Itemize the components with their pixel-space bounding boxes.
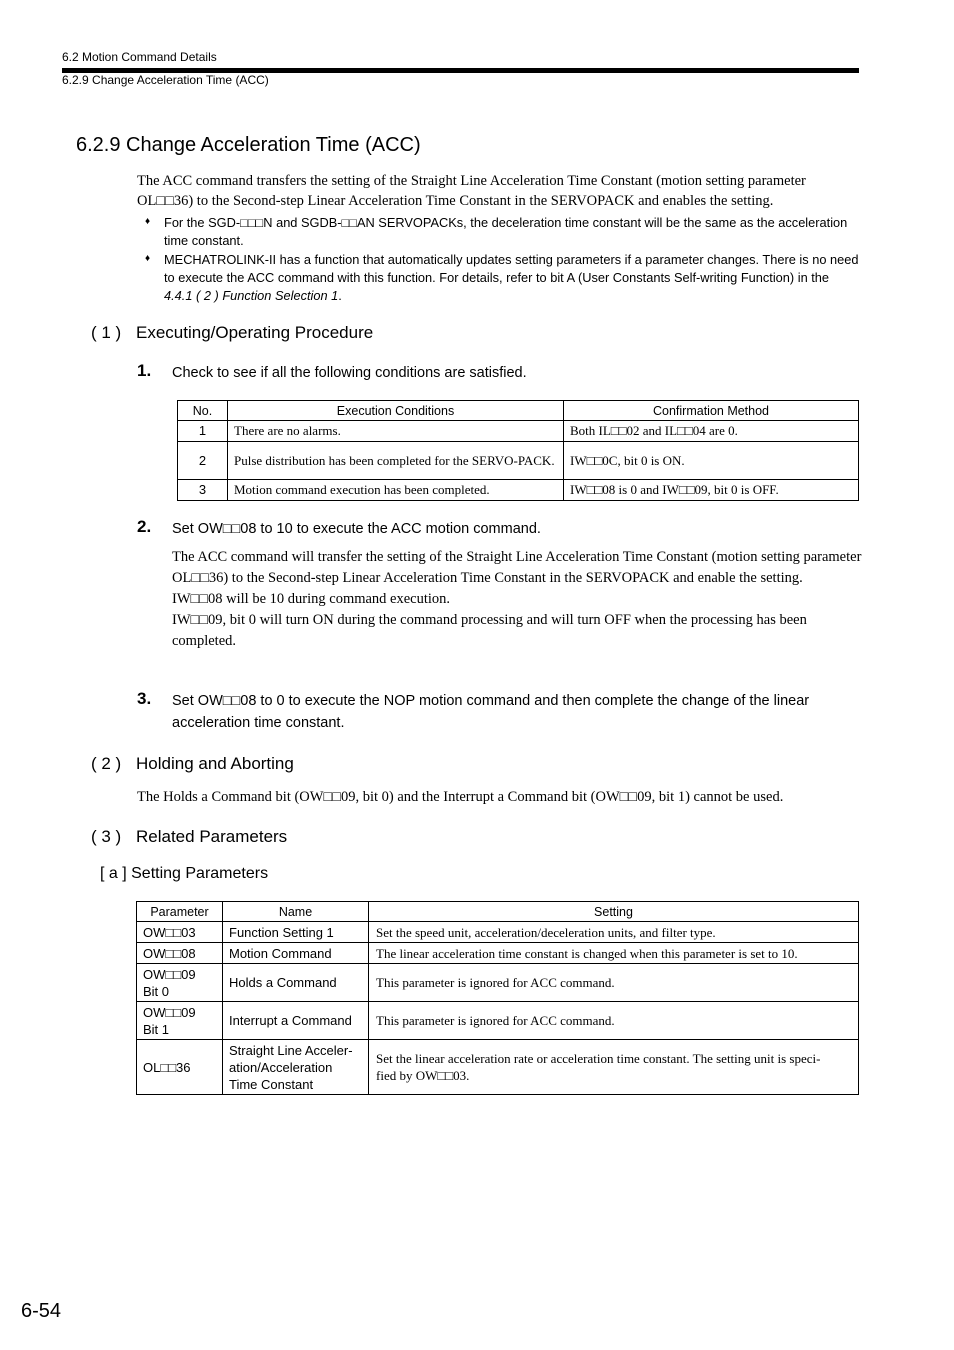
table-cell: IW□□0C, bit 0 is ON. <box>564 442 859 480</box>
table-row <box>137 1002 859 1040</box>
table-cell: OW□□08 <box>137 943 223 964</box>
table-row <box>137 922 859 943</box>
table-cell: OL□□36 <box>137 1040 223 1095</box>
intro-line-2: OL□□36) to the Second-step Linear Acceleration Time Constant in the SERVOPACK and enables the setting. <box>137 193 774 209</box>
step-1-number: 1. <box>137 361 152 380</box>
table-cell: Both IL□□02 and IL□□04 are 0. <box>564 421 859 442</box>
setting-parameters-table <box>136 901 859 1095</box>
table-cell: Motion Command <box>223 943 369 964</box>
table-cell: Straight Line Acceler- ation/Acceleration Time Constant <box>223 1040 369 1095</box>
table-cell: This parameter is ignored for ACC command. <box>369 964 859 1002</box>
subsection-number: ( 3 ) <box>91 827 122 846</box>
table-cell: Set the linear acceleration rate or acceleration time constant. The setting unit is speci- fied by OW□□03. <box>369 1040 859 1095</box>
table-cell: Holds a Command <box>223 964 369 1002</box>
table-header-cell: Execution Conditions <box>228 401 564 421</box>
table-cell: OW□□03 <box>137 922 223 943</box>
table-row <box>178 442 859 480</box>
table-cell: 1 <box>178 421 228 442</box>
table-row <box>137 964 859 1002</box>
running-header-section: 6.2 Motion Command Details <box>62 50 217 64</box>
subsection-title: Executing/Operating Procedure <box>136 323 374 342</box>
table-cell: Interrupt a Command <box>223 1002 369 1040</box>
table-header-row <box>137 902 859 922</box>
table-header-cell: No. <box>178 401 228 421</box>
subsection-number: ( 1 ) <box>91 323 122 342</box>
table-cell: 2 <box>178 442 228 480</box>
note-bullet-text: For the SGD-□□□N and SGDB-□□AN SERVOPACKs, the deceleration time constant will be the same as the acceleration time constant. <box>164 215 848 248</box>
page-number: 6-54 <box>21 1300 62 1322</box>
execution-conditions-table <box>177 400 859 501</box>
note-bullet-text: MECHATROLINK-II has a function that automatically updates setting parameters if a parameter changes. There is no need to execute the ACC command with this function. For details, refer to bit A (User Constants Self-writing Function) in the <box>164 252 859 285</box>
step-1-text: Check to see if all the following conditions are satisfied. <box>172 365 527 381</box>
running-header-subsection: 6.2.9 Change Acceleration Time (ACC) <box>62 73 269 87</box>
note-bullet-2 <box>145 251 859 305</box>
subsection-number: ( 2 ) <box>91 754 122 773</box>
subsection-title: Related Parameters <box>136 827 288 846</box>
table-row <box>178 421 859 442</box>
table-cell: Pulse distribution has been completed for the SERVO-PACK. <box>228 442 564 480</box>
subsection-3-heading <box>91 827 287 847</box>
step-2-explanation <box>172 547 862 652</box>
step-2-text: Set OW□□08 to 10 to execute the ACC motion command. <box>172 521 541 537</box>
subsection-title: Holding and Aborting <box>136 754 294 773</box>
table-header-cell: Parameter <box>137 902 223 922</box>
intro-paragraph <box>137 171 859 211</box>
table-header-cell: Confirmation Method <box>564 401 859 421</box>
table-cell: OW□□09 Bit 1 <box>137 1002 223 1040</box>
table-header-cell: Setting <box>369 902 859 922</box>
bullet-diamond-icon: ♦ <box>145 216 151 227</box>
table-cell: There are no alarms. <box>228 421 564 442</box>
step-3-text: Set OW□□08 to 0 to execute the NOP motion command and then complete the change of the linear acceleration time constant. <box>172 693 810 731</box>
holding-aborting-text: The Holds a Command bit (OW□□09, bit 0) and the Interrupt a Command bit (OW□□09, bit 1) cannot be used. <box>137 789 784 805</box>
step-3-number: 3. <box>137 689 152 708</box>
explanation-line: The ACC command will transfer the setting of the Straight Line Acceleration Time Constant (motion setting parameter OL□□36) to the Second-step Linear Acceleration Time Constant in the SERVOPACK and enable the setting. <box>172 549 862 586</box>
setting-parameters-heading: [ a ] Setting Parameters <box>100 865 269 882</box>
table-row <box>137 943 859 964</box>
bullet-diamond-icon: ♦ <box>145 253 151 264</box>
table-header-row <box>178 401 859 421</box>
table-header-cell: Name <box>223 902 369 922</box>
intro-line-1: The ACC command transfers the setting of the Straight Line Acceleration Time Constant (motion setting parameter <box>137 173 806 189</box>
explanation-line: IW□□08 will be 10 during command execution. <box>172 591 451 607</box>
explanation-line: IW□□09, bit 0 will turn ON during the command processing and will turn OFF when the processing has been completed. <box>172 612 807 649</box>
subsection-1-heading <box>91 323 373 343</box>
note-bullet-1 <box>145 214 859 250</box>
table-cell: Set the speed unit, acceleration/deceleration units, and filter type. <box>369 922 859 943</box>
table-cell: IW□□08 is 0 and IW□□09, bit 0 is OFF. <box>564 480 859 501</box>
table-cell: This parameter is ignored for ACC command. <box>369 1002 859 1040</box>
subsection-2-heading <box>91 754 294 774</box>
table-cell: OW□□09 Bit 0 <box>137 964 223 1002</box>
cross-reference-link[interactable]: 4.4.1 ( 2 ) Function Selection 1 <box>164 288 339 303</box>
step-2-number: 2. <box>137 517 152 536</box>
note-bullets <box>145 214 859 306</box>
table-cell: The linear acceleration time constant is changed when this parameter is set to 10. <box>369 943 859 964</box>
table-cell: 3 <box>178 480 228 501</box>
section-title: 6.2.9 Change Acceleration Time (ACC) <box>76 134 421 156</box>
note-bullet-end: . <box>338 288 342 303</box>
table-cell: Motion command execution has been completed. <box>228 480 564 501</box>
table-row <box>178 480 859 501</box>
table-cell: Function Setting 1 <box>223 922 369 943</box>
table-row <box>137 1040 859 1095</box>
